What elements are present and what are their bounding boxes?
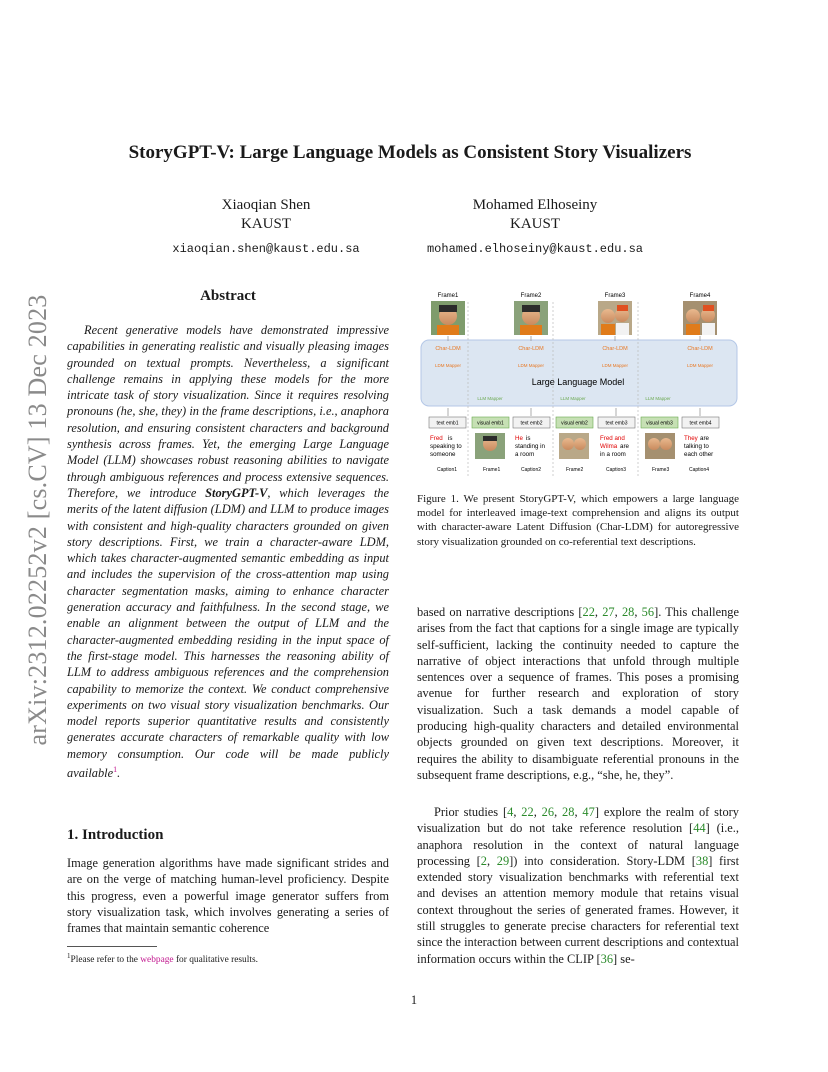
figure-1 xyxy=(417,288,739,480)
citation[interactable]: 28 xyxy=(621,605,635,619)
svg-text:are: are xyxy=(700,435,709,442)
svg-text:talking to: talking to xyxy=(684,443,709,450)
llm-mapper-label: LLM Mapper xyxy=(560,396,586,401)
frame-thumb-label: Frame3 xyxy=(652,467,670,473)
citation[interactable]: 22 xyxy=(521,805,534,819)
svg-text:are: are xyxy=(620,443,629,450)
citation[interactable]: 2 xyxy=(480,853,487,868)
text-emb-label: text emb1 xyxy=(436,420,459,427)
llm-mapper-label: LLM Mapper xyxy=(477,396,503,401)
caption-label: Caption1 xyxy=(437,467,458,473)
ldm-mapper-label: LDM Mapper xyxy=(434,363,462,368)
svg-text:each other: each other xyxy=(684,451,714,458)
text-emb-label: text emb4 xyxy=(689,420,712,427)
arxiv-stamp: arXiv:2312.02252v2 [cs.CV] 13 Dec 2023 xyxy=(23,294,52,746)
ldm-mapper-label: LDM Mapper xyxy=(517,363,545,368)
svg-text:speaking to: speaking to xyxy=(430,443,462,450)
frame-label: Frame3 xyxy=(604,293,626,299)
llm-mapper-label: LLM Mapper xyxy=(645,396,671,401)
caption-label: Caption4 xyxy=(689,467,710,473)
citation[interactable]: 22 xyxy=(582,605,595,619)
author-2 xyxy=(390,196,680,256)
svg-text:is: is xyxy=(448,435,453,442)
frame-label: Frame2 xyxy=(520,293,542,299)
footnote-ref[interactable]: 1 xyxy=(113,765,118,775)
footnote: $^1$Please refer to the webpage for qualitative results. xyxy=(67,952,258,966)
char-ldm-label: Char-LDM xyxy=(687,346,713,352)
citation[interactable]: 47 xyxy=(582,805,595,819)
citation[interactable]: 56 xyxy=(641,605,655,619)
author-1 xyxy=(136,196,396,256)
caption-highlight: He xyxy=(515,435,523,442)
section-heading-introduction: 1. Introduction xyxy=(67,827,164,843)
caption-highlight: Fred and xyxy=(600,435,625,442)
page-number: 1 xyxy=(410,993,418,1007)
abstract-body: Recent generative models have demonstrated impressive capabilities in generating realistic and visually pleasing images grounded on textual prompts. Nevertheless, a significant challenge remains in applying these models for the more intricate task of story visualization. Since it requires resolving pronouns (he, she, they) in the frame descriptions, i.e., anaphora resolution, and ensuring consistent characters and background synthesis across frames. Yet, the emerging Large Language Model (LLM) showcases robust reasoning abilities to navigate through ambiguous references and process extensive sequences. Therefore, we introduce StoryGPT-V, which leverages the merits of the latent diffusion (LDM) and LLM to produce images with consistent and high-quality characters grounded on given story descriptions. First, we train a character-aware LDM, which takes character-augmented semantic embedding as input and includes the supervision of the cross-attention map using character segmentation masks, aiming to enhance character generation accuracy and faithfulness. In the second stage, we enable an alignment between the output of LLM and the character-augmented embedding residing in the input space of the first-stage model. This harnesses the reasoning ability of LLM to address ambiguous references and the comprehension capability to memorize the context. We conduct comprehensive experiments on two visual story visualization benchmarks. Our model reports superior quantitative results and consistently generates accurate characters of remarkable quality with low memory consumption. Our code will be made publicly available$^1$. xyxy=(67,323,389,781)
citation[interactable]: 28 xyxy=(562,805,575,819)
citation[interactable]: 38 xyxy=(695,853,709,868)
citation[interactable]: 29 xyxy=(496,853,510,868)
intro-paragraph: Image generation algorithms have made significant strides and are on the verge of matching human-level proficiency. Despite this progress, even a powerful image generator suffers from story visualization task, which involves generating a series of frames that maintain semantic coherence xyxy=(67,856,389,936)
author-name: Xiaoqian Shen xyxy=(221,197,311,213)
webpage-link[interactable]: webpage xyxy=(140,955,174,966)
char-ldm-label: Char-LDM xyxy=(435,346,461,352)
visual-emb-label: visual emb2 xyxy=(561,420,588,427)
text-emb-label: text emb2 xyxy=(520,420,543,427)
frame-thumb-label: Frame1 xyxy=(483,467,501,473)
right-paragraph-2: Prior studies [4, 22, 26, 28, 47] explore the realm of story visualization but do not take reference resolution [44] (i.e., anaphora resolution in the context of natural language processing [2, 29]) into consideration. Story-LDM [38] first extended story visualization benchmarks with referential text and devises an attention memory module that retains visual context throughout the series of generated frames. However, it still struggles to generate precise characters for referential text since the interaction between current descriptions and contextual information occurs within the CLIP [36] se- xyxy=(417,805,740,966)
visual-emb-label: visual emb3 xyxy=(646,420,673,427)
caption-label: Caption2 xyxy=(521,467,542,473)
ldm-mapper-label: LDM Mapper xyxy=(686,363,714,368)
svg-text:someone: someone xyxy=(430,451,456,458)
llm-label: Large Language Model xyxy=(531,377,625,387)
citation[interactable]: 36 xyxy=(600,951,614,966)
svg-text:is: is xyxy=(526,435,531,442)
figure-caption: Figure 1. We present StoryGPT-V, which empowers a large language model for interleaved image-text comprehension and aligns its output with character-aware Latent Diffusion (Char-LDM) for autoregressive story visualization grounded on co-referential text descriptions. xyxy=(417,493,739,548)
text-emb-label: text emb3 xyxy=(605,420,628,427)
author-affiliation: KAUST xyxy=(240,216,291,232)
author-email: xiaoqian.shen@kaust.edu.sa xyxy=(172,242,360,256)
frame-thumb-label: Frame2 xyxy=(566,467,584,473)
paper-title: StoryGPT-V: Large Language Models as Consistent Story Visualizers xyxy=(128,142,692,163)
svg-text:a room: a room xyxy=(515,451,535,458)
caption-label: Caption3 xyxy=(606,467,627,473)
footnote-divider xyxy=(67,946,157,947)
citation[interactable]: 44 xyxy=(693,821,706,836)
char-ldm-label: Char-LDM xyxy=(518,346,544,352)
svg-text:standing in: standing in xyxy=(515,443,545,450)
model-name: StoryGPT-V xyxy=(205,485,268,500)
caption-highlight: They xyxy=(684,435,698,442)
ldm-mapper-label: LDM Mapper xyxy=(601,363,629,368)
caption-highlight: Fred xyxy=(430,435,443,442)
author-email: mohamed.elhoseiny@kaust.edu.sa xyxy=(426,242,644,256)
citation[interactable]: 27 xyxy=(602,605,615,619)
abstract-heading: Abstract xyxy=(200,288,256,304)
author-name: Mohamed Elhoseiny xyxy=(472,197,598,213)
citation[interactable]: 26 xyxy=(541,805,555,819)
frame-label: Frame4 xyxy=(689,293,711,299)
author-affiliation: KAUST xyxy=(509,216,560,232)
right-paragraph-1: based on narrative descriptions [22, 27, 28, 56]. This challenge arises from the fact that captions for a single image are typically self-sufficient, lacking the continuity needed to capture the narrative of object interactions that unfold through multiple sentences over a sequence of frames. This poses a promising avenue for further research and exploration of story visualization. Such a task demands a model capable of producing high-quality characters and detailed environmental objects grounded on given text descriptions. Moreover, it requires the ability to disambiguate referential pronouns in the subsequent frame descriptions, e.g., “she, he, they”. xyxy=(417,605,739,782)
caption-highlight: Wilma xyxy=(600,443,618,450)
frame-label: Frame1 xyxy=(437,293,459,299)
citation[interactable]: 4 xyxy=(507,805,514,819)
svg-text:in a room: in a room xyxy=(600,451,626,458)
char-ldm-label: Char-LDM xyxy=(602,346,628,352)
visual-emb-label: visual emb1 xyxy=(477,420,504,427)
